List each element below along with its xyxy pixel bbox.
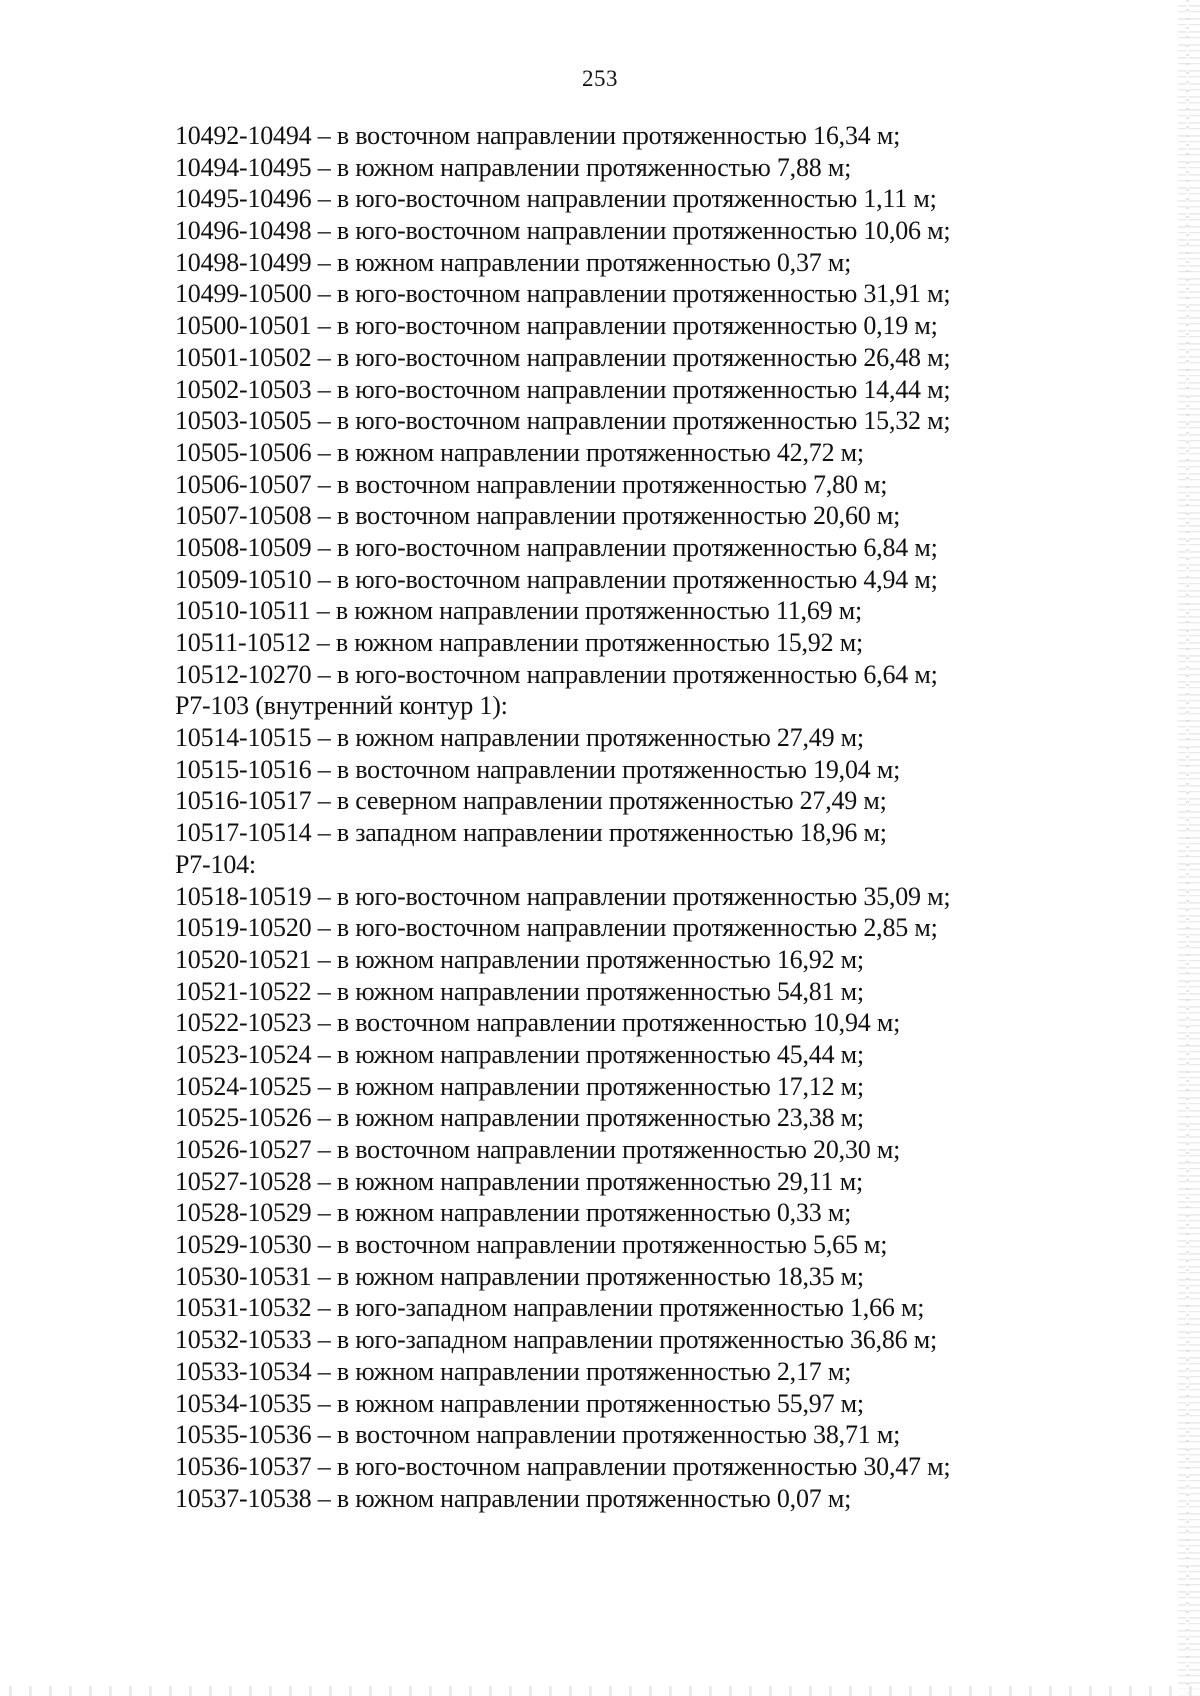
text-line: 10500-10501 – в юго-восточном направлении протяженностью 0,19 м;	[175, 311, 938, 341]
text-line: 10511-10512 – в южном направлении протяженностью 15,92 м;	[175, 628, 863, 657]
text-line: 10516-10517 – в северном направлении протяженностью 27,49 м;	[175, 786, 887, 816]
text-line: 10524-10525 – в южном направлении протяженностью 17,12 м;	[175, 1071, 864, 1101]
text-line: 10515-10516 – в восточном направлении протяженностью 19,04 м;	[175, 754, 901, 784]
text-line: 10529-10530 – в восточном направлении протяженностью 5,65 м;	[175, 1230, 888, 1260]
text-line: 10525-10526 – в южном направлении протяженностью 23,38 м;	[175, 1103, 864, 1133]
document-body	[175, 120, 1135, 1514]
scan-edge-artifact	[1178, 0, 1200, 1696]
text-line: 10528-10529 – в южном направлении протяженностью 0,33 м;	[175, 1198, 852, 1228]
text-line: 10514-10515 – в южном направлении протяженностью 27,49 м;	[175, 723, 864, 753]
text-line: 10494-10495 – в южном направлении протяженностью 7,88 м;	[175, 152, 852, 182]
text-line: 10523-10524 – в южном направлении протяженностью 45,44 м;	[175, 1039, 864, 1069]
text-line: 10522-10523 – в восточном направлении протяженностью 10,94 м;	[175, 1008, 901, 1038]
text-line: 10510-10511 – в южном направлении протяженностью 11,69 м;	[175, 596, 863, 626]
text-line: 10537-10538 – в южном направлении протяженностью 0,07 м;	[175, 1483, 852, 1513]
text-line: 10507-10508 – в восточном направлении протяженностью 20,60 м;	[175, 501, 901, 531]
text-line: 10506-10507 – в восточном направлении протяженностью 7,80 м;	[175, 469, 888, 499]
text-line: 10534-10535 – в южном направлении протяженностью 55,97 м;	[175, 1388, 864, 1418]
text-line: 10517-10514 – в западном направлении протяженностью 18,96 м;	[175, 818, 887, 848]
text-line: 10527-10528 – в южном направлении протяженностью 29,11 м;	[175, 1166, 863, 1196]
text-line: 10508-10509 – в юго-восточном направлении протяженностью 6,84 м;	[175, 532, 938, 562]
text-line: 10505-10506 – в южном направлении протяженностью 42,72 м;	[175, 437, 864, 467]
section-heading: Р7-103 (внутренний контур 1):	[175, 691, 508, 721]
section-heading: Р7-104:	[175, 849, 256, 879]
page-number: 253	[582, 66, 618, 91]
text-line: 10519-10520 – в юго-восточном направлении протяженностью 2,85 м;	[175, 913, 938, 943]
text-line: 10531-10532 – в юго-западном направлении протяженностью 1,66 м;	[175, 1293, 925, 1323]
text-line: 10502-10503 – в юго-восточном направлении протяженностью 14,44 м;	[175, 374, 951, 404]
text-line: 10492-10494 – в восточном направлении протяженностью 16,34 м;	[175, 121, 901, 150]
text-line: 10536-10537 – в юго-восточном направлении протяженностью 30,47 м;	[175, 1451, 951, 1481]
text-line: 10535-10536 – в восточном направлении протяженностью 38,71 м;	[175, 1420, 901, 1450]
text-line: 10512-10270 – в юго-восточном направлении протяженностью 6,64 м;	[175, 659, 938, 689]
text-line: 10501-10502 – в юго-восточном направлении протяженностью 26,48 м;	[175, 342, 951, 372]
text-line: 10532-10533 – в юго-западном направлении протяженностью 36,86 м;	[175, 1325, 938, 1355]
text-line: 10498-10499 – в южном направлении протяженностью 0,37 м;	[175, 247, 852, 277]
text-line: 10503-10505 – в юго-восточном направлении протяженностью 15,32 м;	[175, 406, 951, 436]
text-line: 10518-10519 – в юго-восточном направлении протяженностью 35,09 м;	[175, 881, 951, 911]
text-line: 10521-10522 – в южном направлении протяженностью 54,81 м;	[175, 976, 864, 1006]
text-line: 10495-10496 – в юго-восточном направлении протяженностью 1,11 м;	[175, 184, 937, 214]
scan-edge-artifact	[0, 1686, 1200, 1696]
text-line: 10526-10527 – в восточном направлении протяженностью 20,30 м;	[175, 1135, 901, 1164]
text-line: 10509-10510 – в юго-восточном направлении протяженностью 4,94 м;	[175, 564, 938, 594]
text-line: 10499-10500 – в юго-восточном направлении протяженностью 31,91 м;	[175, 279, 951, 309]
text-line: 10530-10531 – в южном направлении протяженностью 18,35 м;	[175, 1261, 864, 1291]
text-line: 10496-10498 – в юго-восточном направлении протяженностью 10,06 м;	[175, 216, 951, 246]
text-line: 10533-10534 – в южном направлении протяженностью 2,17 м;	[175, 1356, 852, 1386]
text-line: 10520-10521 – в южном направлении протяженностью 16,92 м;	[175, 944, 864, 974]
